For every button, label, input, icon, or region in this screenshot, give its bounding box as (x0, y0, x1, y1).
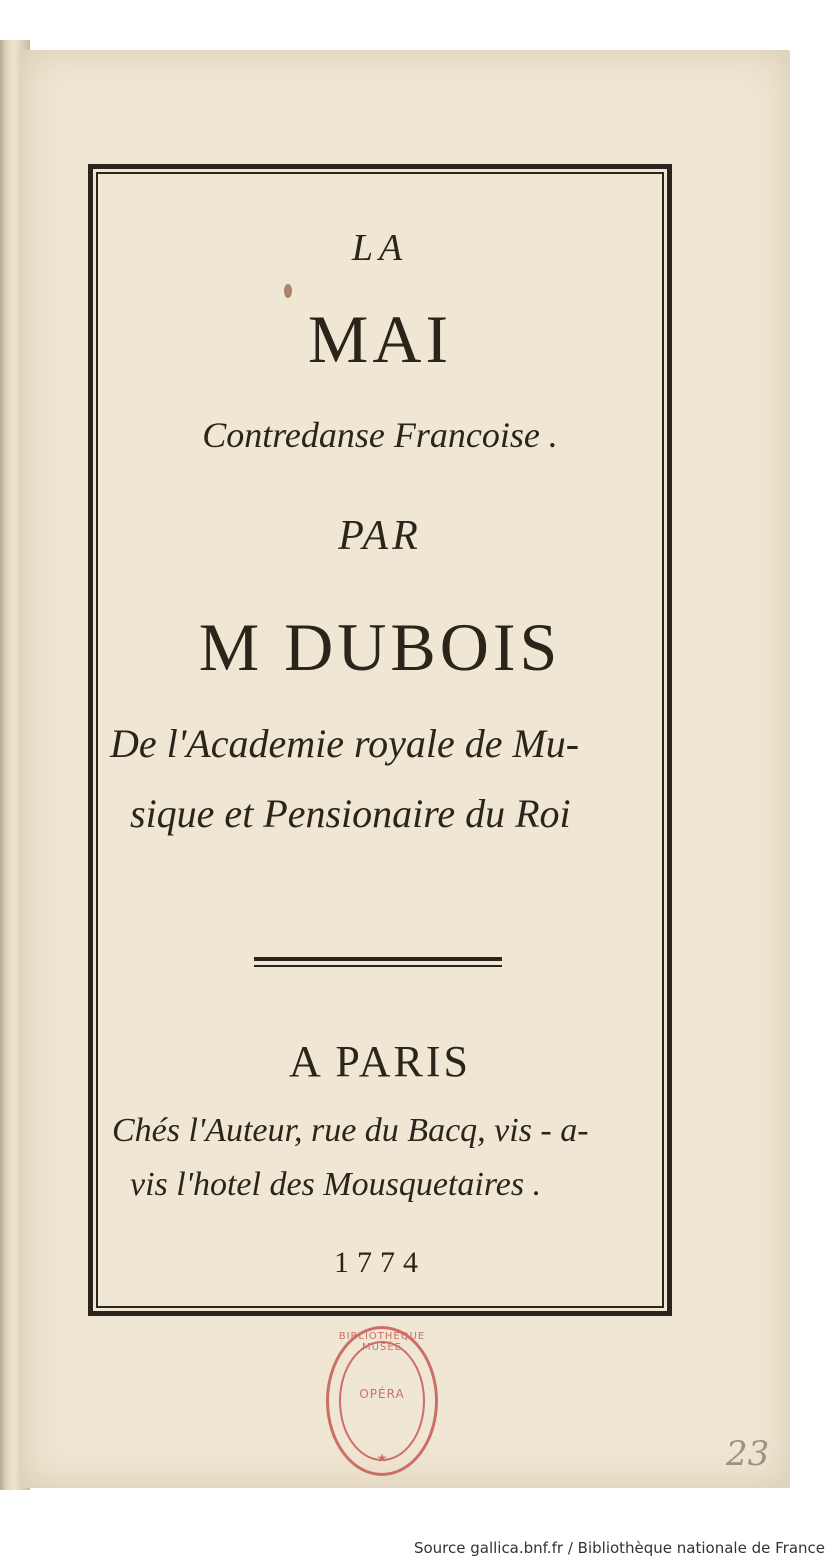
page-number: 23 (726, 1434, 770, 1474)
library-stamp (326, 1326, 438, 1476)
library-stamp-ring-text: BIBLIOTHÈQUE MUSÉE (338, 1331, 426, 1353)
imprint-place: A PARIS (288, 1037, 472, 1086)
title-article: LA (351, 227, 409, 269)
imprint-address-line-2: vis l'hotel des Mousquetaires . (130, 1166, 542, 1203)
library-stamp-center-text: OPÉRA (359, 1387, 405, 1401)
library-stamp-inner-ring (339, 1341, 425, 1461)
subtitle: Contredanse Francoise . (202, 415, 558, 455)
affiliation-line-2: sique et Pensionaire du Roi (130, 791, 571, 836)
by-label: PAR (338, 513, 422, 559)
ornamental-rule (254, 957, 502, 961)
imprint-address-line-1: Chés l'Auteur, rue du Bacq, vis - a- (112, 1112, 589, 1149)
source-credit: Source gallica.bnf.fr / Bibliothèque nationale de France (413, 1539, 825, 1557)
star-icon: ★ (376, 1451, 388, 1465)
title-main: MAI (307, 301, 453, 377)
imprint-year: 1774 (334, 1246, 426, 1279)
affiliation-line-1: De l'Academie royale de Mu- (110, 721, 580, 766)
author-name: M DUBOIS (198, 609, 562, 685)
ornamental-rule-thin (254, 965, 502, 967)
